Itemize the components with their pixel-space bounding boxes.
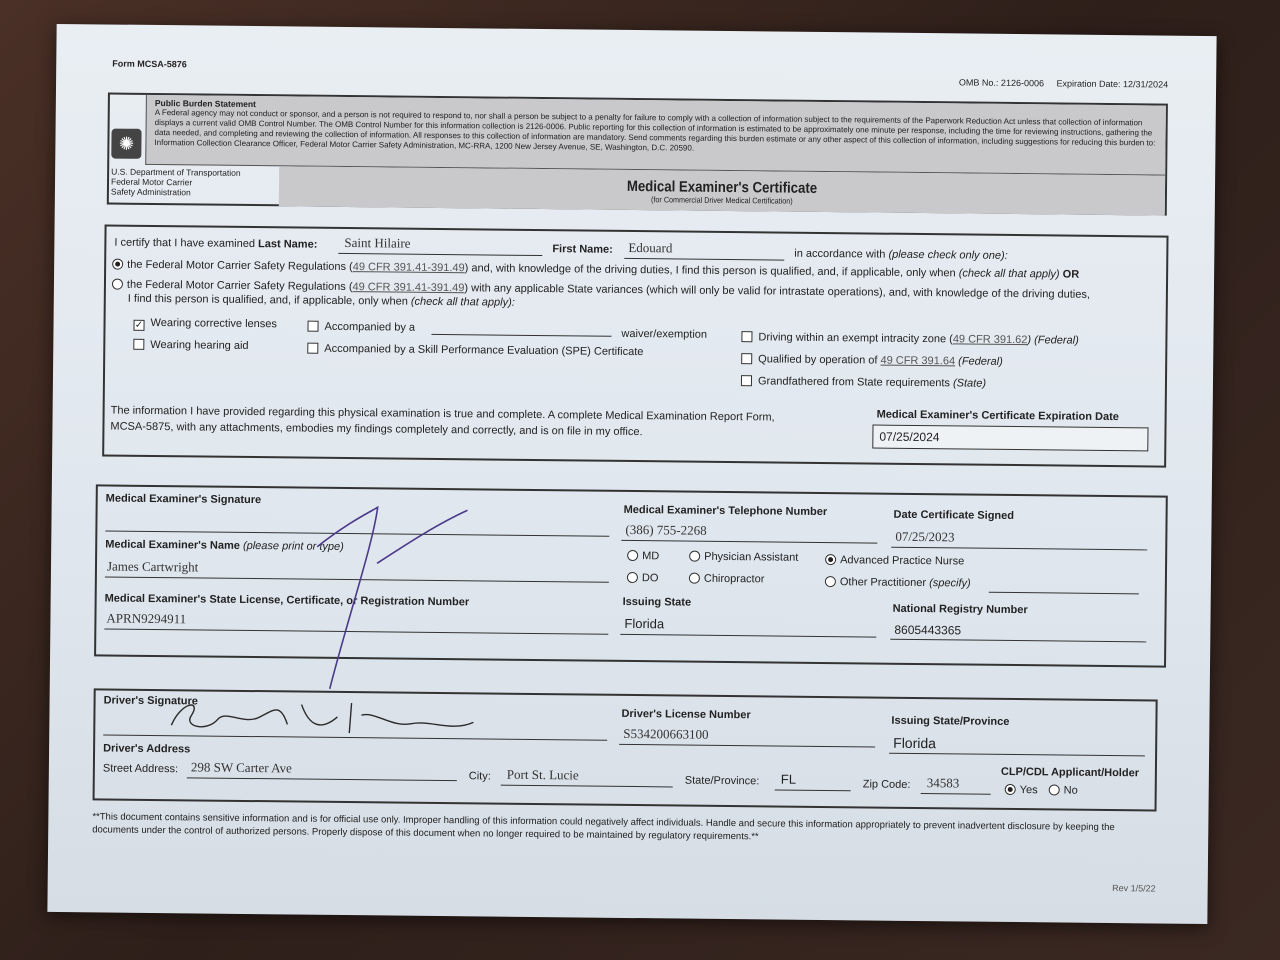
type-chiropractor[interactable]: Chiropractor — [689, 573, 765, 586]
check-spe[interactable]: Accompanied by a Skill Performance Evaluation (SPE) Certificate — [307, 343, 643, 359]
examiner-license-field[interactable]: APRN9294911 — [106, 610, 187, 627]
confidentiality-footnote: **This document contains sensitive information and is for official use only. Improper handling of this information could negatively affect individuals. Handle and secure this information appropriately to prevent inadvertent disclosure by keeping the documents under the control of authorized persons. Properly dispose of this document when no longer required to be maintained by regulatory requirements.** — [92, 811, 1115, 843]
cfr-link-intracity[interactable]: 49 CFR 391.62 — [952, 333, 1028, 347]
expiration-date-box[interactable] — [872, 425, 1148, 452]
burden-text: A Federal agency may not conduct or sponsor, and a person is not required to respond to, nor shall a person be subject to a penalty for failure to comply with a collection of information subject to the requirements of the Paperwork Reduction Act unless that collection of information displays a current valid OMB Control Number. The OMB Control Number for this information collection is 2126-0006. Public reporting for this collection of information is estimated to be approximately one minute per response, including the time for reviewing instructions, gathering the data needed, and completing and reviewing the collection of information. All responses to this collection of information are mandatory. Send comments regarding this burden estimate or any other aspect of this collection of information, including suggestions for reducing this burden to: Information Collection Clearance Officer, Federal Motor Carrier Safety Administration, MC-RRA, 1200 New Jersey Avenue, SE, Washington, D.C. 20590. — [154, 107, 1156, 153]
corrective-lenses-checkbox[interactable]: ✓ — [134, 319, 144, 331]
first-name-field[interactable]: Edouard — [628, 239, 673, 256]
driver-address-label: Driver's Address — [103, 742, 191, 756]
driver-issuing-label: Issuing State/Province — [891, 714, 1010, 728]
state-field[interactable]: FL — [780, 771, 797, 787]
intracity-checkbox[interactable] — [741, 331, 752, 342]
accordance-text: in accordance with — [794, 247, 886, 261]
driver-license-field[interactable]: S534200663100 — [623, 725, 709, 742]
hearing-aid-checkbox[interactable] — [133, 339, 144, 350]
cfr-link-1[interactable]: 49 CFR 391.41-391.49 — [352, 261, 465, 275]
driver-license-label: Driver's License Number — [621, 707, 751, 722]
grandfathered-checkbox[interactable] — [741, 375, 752, 386]
expiration-date-value: 07/25/2024 — [879, 429, 940, 445]
title-band — [279, 166, 1165, 215]
certify-intro: I certify that I have examined — [114, 236, 256, 251]
last-name-label: Last Name: — [258, 238, 318, 251]
option-state-variance-radio[interactable] — [112, 279, 123, 290]
certification-section: I certify that I have examined Last Name: Saint Hilaire First Name: Edouard in accordance with (please check only one): the Federal Motor Carrier Safety Regulations (49 CFR 391.41-391.49) and, with knowledge of the driving duties, I find this person is qualified, and, if applicable, only when (check all that apply) OR the Federal Motor Carrier Safety Regulations (49 CFR 391.41-391.49) with any applicable State variances (which will only be valid for intrastate operations), and, with knowledge of the driving duties, I find this person is qualified, and, if applicable, only when (check all that apply): ✓ Wearing corrective lenses Wearing hearing aid Accompanied by a waiver/exemption Accompanied by a Skill Performance Evaluation (SPE) Certificate Driving within an exempt intracity zone (49 CFR 391.62) (Federal) Qualified by operation of 49 CFR 391.64 (Federal) Grandfathered from State requirements (State) The information I have provided regarding this physical examination is true and complete. A complete Medical Examination Report Form, MCSA-5875, with any attachments, embodies my findings completely and correctly, and is on file in my office. Medical Examiner's Certificate Expiration Date 07/25/2024 — [102, 224, 1168, 467]
clp-yes[interactable]: Yes — [1005, 784, 1038, 796]
waiver-label: waiver/exemption — [621, 327, 708, 341]
zip-field[interactable]: 34583 — [926, 775, 960, 791]
agency-name: U.S. Department of Transportation Federal Motor Carrier Safety Administration — [110, 166, 241, 198]
examiner-signature-mark — [306, 503, 468, 695]
examiner-license-label: Medical Examiner's State License, Certificate, or Registration Number — [104, 592, 470, 609]
examiner-phone-label: Medical Examiner's Telephone Number — [623, 503, 828, 519]
type-other[interactable]: Other Practitioner (specify) — [825, 576, 971, 590]
city-label: City: — [468, 770, 491, 783]
dot-logo-icon: ✺ — [111, 129, 141, 159]
cfr-link-2[interactable]: 49 CFR 391.41-391.49 — [352, 281, 465, 295]
check-one-hint: (please check only one): — [888, 248, 1008, 262]
check-qualified-operation[interactable]: Qualified by operation of 49 CFR 391.64 (Federal) — [741, 353, 1003, 368]
certificate-paper — [47, 24, 1216, 924]
driver-signature-label: Driver's Signature — [103, 694, 198, 708]
driver-issuing-field[interactable]: Florida — [893, 734, 937, 752]
type-chiropractor-radio[interactable] — [689, 573, 700, 584]
check-grandfathered[interactable]: Grandfathered from State requirements (State) — [741, 375, 986, 390]
expiration-label: Medical Examiner's Certificate Expiration Date — [876, 408, 1119, 424]
type-md-radio[interactable] — [627, 550, 638, 561]
type-pa[interactable]: Physician Assistant — [689, 551, 798, 564]
omb-expiration: Expiration Date: 12/31/2024 — [1056, 78, 1169, 90]
option-state-variance[interactable]: the Federal Motor Carrier Safety Regulations (49 CFR 391.41-391.49) with any applicable State variances (which will only be valid for intrastate operations), and, with knowledge of the driving duties, — [112, 279, 1090, 301]
burden-title: Public Burden Statement — [154, 97, 256, 110]
clp-no-radio[interactable] — [1049, 784, 1060, 795]
issuing-state-label: Issuing State — [622, 595, 692, 609]
public-burden-statement — [145, 95, 1166, 176]
clp-no[interactable]: No — [1049, 784, 1078, 796]
option-fmcsr[interactable]: the Federal Motor Carrier Safety Regulations (49 CFR 391.41-391.49) and, with knowledge of the driving duties, I find this person is qualified, and, if applicable, only when (check all that apply) OR — [112, 259, 1079, 281]
check-accompanied-waiver[interactable]: Accompanied by a — [307, 321, 415, 334]
revision-label: Rev 1/5/22 — [1112, 883, 1156, 894]
type-apn[interactable]: Advanced Practice Nurse — [825, 554, 964, 567]
type-apn-radio[interactable] — [825, 554, 836, 565]
qualified-operation-checkbox[interactable] — [741, 353, 752, 364]
omb-info — [949, 77, 1168, 89]
omb-number: OMB No.: 2126-0006 — [958, 77, 1045, 89]
check-intracity[interactable]: Driving within an exempt intracity zone (49 CFR 391.62) (Federal) — [741, 331, 1078, 347]
statement-line-1: The information I have provided regarding this physical examination is true and complete. A complete Medical Examination Report Form, — [110, 404, 775, 424]
check-hearing-aid[interactable]: Wearing hearing aid — [133, 339, 248, 352]
type-md[interactable]: MD — [627, 550, 659, 562]
examiner-name-hint: (please print or type) — [242, 539, 344, 553]
registry-label: National Registry Number — [892, 602, 1028, 617]
header-section — [107, 92, 1168, 215]
clp-yes-radio[interactable] — [1005, 784, 1016, 795]
examiner-phone-field[interactable]: (386) 755-2268 — [625, 521, 707, 538]
last-name-field[interactable]: Saint Hilaire — [344, 234, 411, 251]
date-signed-field[interactable]: 07/25/2023 — [895, 528, 955, 545]
type-pa-radio[interactable] — [689, 551, 700, 562]
statement-line-2: MCSA-5875, with any attachments, embodies my findings completely and correctly, and is on file in my office. — [110, 420, 643, 439]
city-field[interactable]: Port St. Lucie — [506, 766, 579, 783]
type-do-radio[interactable] — [627, 572, 638, 583]
street-label: Street Address: — [102, 762, 179, 776]
clp-cdl-label: CLP/CDL Applicant/Holder — [1000, 765, 1140, 780]
examiner-name-field[interactable]: James Cartwright — [106, 558, 199, 575]
first-name-label: First Name: — [552, 243, 613, 256]
registry-field[interactable]: 8605443365 — [894, 622, 962, 638]
street-field[interactable]: 298 SW Carter Ave — [190, 759, 292, 776]
type-do[interactable]: DO — [627, 572, 659, 584]
examiner-section — [94, 484, 1168, 667]
cfr-link-qualified[interactable]: 49 CFR 391.64 — [880, 354, 956, 368]
page-title: Medical Examiner's Certificate — [626, 177, 818, 197]
form-number: Form MCSA-5876 — [112, 58, 187, 70]
date-signed-label: Date Certificate Signed — [893, 508, 1015, 523]
driver-signature-mark — [161, 695, 481, 742]
option-fmcsr-radio[interactable] — [112, 259, 123, 270]
examiner-name-label: Medical Examiner's Name — [105, 538, 240, 552]
spe-checkbox[interactable] — [307, 343, 318, 354]
state-label: State/Province: — [684, 774, 760, 788]
issuing-state-field[interactable]: Florida — [624, 615, 665, 632]
page-subtitle: (for Commercial Driver Medical Certification) — [651, 195, 793, 206]
check-corrective-lenses[interactable]: ✓ Wearing corrective lenses — [134, 316, 277, 331]
type-other-radio[interactable] — [825, 576, 836, 587]
zip-label: Zip Code: — [862, 778, 911, 791]
accompanied-waiver-checkbox[interactable] — [307, 321, 318, 332]
driver-section — [93, 688, 1158, 811]
examiner-signature-label: Medical Examiner's Signature — [105, 492, 262, 507]
